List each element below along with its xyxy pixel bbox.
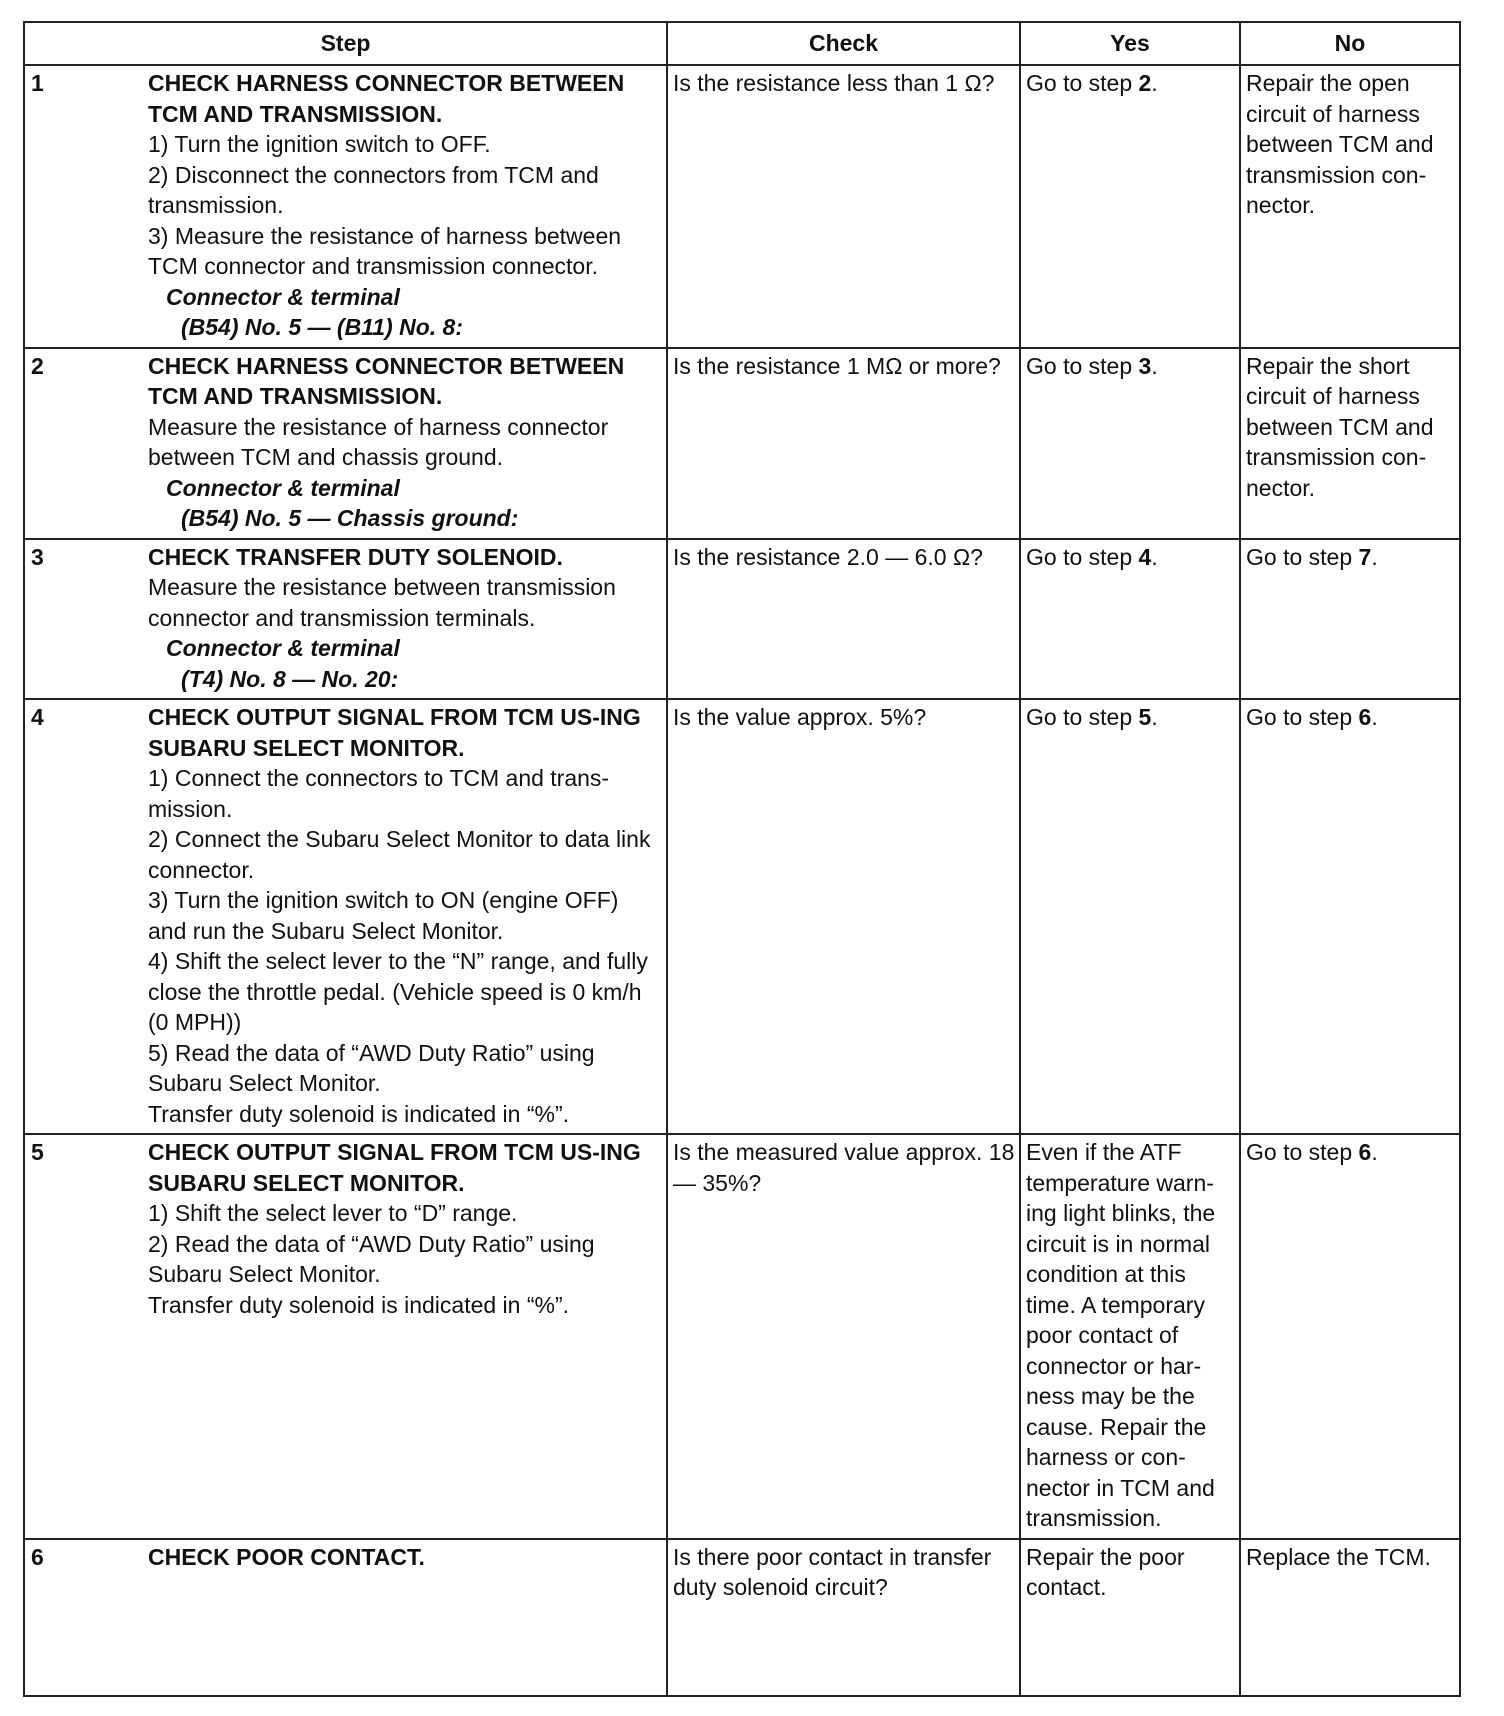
yes-text: Go to step — [1026, 70, 1139, 96]
yes-cell: Repair the poor contact. — [1020, 1539, 1240, 1696]
no-text: Go to step — [1246, 704, 1359, 730]
step-line: Measure the resistance of harness connector between TCM and chassis ground. — [148, 413, 609, 470]
no-end: . — [1371, 543, 1378, 570]
yes-text: Go to step — [1026, 704, 1139, 730]
yes-end: . — [1151, 704, 1158, 730]
step-line: Transfer duty solenoid is indicated in “%”. — [148, 1291, 570, 1318]
no-text: Go to step — [1246, 1139, 1359, 1165]
table-row — [24, 1539, 1460, 1696]
connector-terminal: (B54) No. 5 — (B11) No. 8: — [181, 314, 463, 340]
connector-terminal: (T4) No. 8 — No. 20: — [181, 665, 399, 692]
step-number: 1 — [31, 70, 44, 96]
table-row — [24, 699, 1460, 1134]
no-cell: Repair the short circuit of harness between TCM and transmission con-nector. — [1240, 348, 1460, 539]
header-check: Check — [667, 22, 1020, 65]
check-cell: Is the resistance 2.0 — 6.0 Ω? — [667, 539, 1020, 700]
check-cell: Is the value approx. 5%? — [667, 699, 1020, 1134]
step-title: CHECK OUTPUT SIGNAL FROM TCM US-ING SUBARU SELECT MONITOR. — [148, 1139, 641, 1196]
yes-text: Go to step — [1026, 543, 1139, 570]
table-row — [24, 1134, 1460, 1539]
connector-label: Connector & terminal — [166, 635, 400, 661]
step-cell — [24, 1134, 667, 1539]
header-no: No — [1240, 22, 1460, 65]
no-cell: Replace the TCM. — [1240, 1539, 1460, 1696]
yes-cell: Even if the ATF temperature warn-ing light blinks, the circuit is in normal condition at this time. A temporary poor contact of connector or har-ness may be the cause. Repair the harness or con-nector in TCM and transmission. — [1020, 1134, 1240, 1539]
no-step: 7 — [1358, 543, 1372, 570]
step-number: 6 — [31, 1543, 44, 1570]
step-number: 5 — [31, 1139, 44, 1165]
no-cell — [1240, 539, 1460, 700]
step-title: CHECK HARNESS CONNECTOR BETWEEN TCM AND TRANSMISSION. — [148, 70, 625, 127]
no-cell — [1240, 1134, 1460, 1539]
header-step: Step — [24, 22, 667, 65]
step-line: Transfer duty solenoid is indicated in “%”. — [148, 1100, 570, 1127]
step-line: 3) Measure the resistance of harness between TCM connector and transmission connector. — [148, 222, 622, 279]
connector-terminal: (B54) No. 5 — Chassis ground: — [181, 505, 519, 531]
step-line: 1) Turn the ignition switch to OFF. — [148, 131, 491, 157]
step-line: 3) Turn the ignition switch to ON (engine OFF) and run the Subaru Select Monitor. — [148, 887, 619, 944]
yes-step: 4 — [1138, 543, 1152, 570]
step-cell — [24, 348, 667, 539]
no-step: 6 — [1358, 704, 1372, 730]
yes-text: Go to step — [1026, 352, 1139, 379]
connector-label: Connector & terminal — [166, 474, 400, 501]
step-cell — [24, 1539, 667, 1696]
yes-end: . — [1151, 543, 1158, 570]
connector-label: Connector & terminal — [166, 283, 400, 310]
step-line: 2) Read the data of “AWD Duty Ratio” using Subaru Select Monitor. — [148, 1230, 595, 1287]
no-cell — [1240, 699, 1460, 1134]
yes-end: . — [1151, 70, 1158, 96]
yes-cell — [1020, 539, 1240, 700]
step-cell — [24, 539, 667, 700]
step-title: CHECK POOR CONTACT. — [148, 1543, 425, 1570]
no-cell: Repair the open circuit of harness between TCM and transmission con-nector. — [1240, 65, 1460, 348]
check-cell: Is the measured value approx. 18 — 35%? — [667, 1134, 1020, 1539]
header-row — [24, 22, 1460, 65]
step-number: 2 — [31, 352, 44, 379]
header-yes: Yes — [1020, 22, 1240, 65]
step-title: CHECK OUTPUT SIGNAL FROM TCM US-ING SUBARU SELECT MONITOR. — [148, 704, 641, 761]
step-cell — [24, 65, 667, 348]
table-row — [24, 65, 1460, 348]
yes-cell — [1020, 348, 1240, 539]
yes-step: 2 — [1138, 70, 1152, 96]
step-line: 1) Shift the select lever to “D” range. — [148, 1200, 518, 1226]
table-row — [24, 348, 1460, 539]
step-title: CHECK HARNESS CONNECTOR BETWEEN TCM AND TRANSMISSION. — [148, 352, 625, 409]
no-end: . — [1371, 1139, 1378, 1165]
step-line: 4) Shift the select lever to the “N” range, and fully close the throttle pedal. (Vehicle speed is 0 km/h (0 MPH)) — [148, 948, 648, 1035]
check-cell: Is there poor contact in transfer duty solenoid circuit? — [667, 1539, 1020, 1696]
yes-end: . — [1151, 352, 1158, 379]
step-line: Measure the resistance between transmission connector and transmission terminals. — [148, 574, 616, 631]
step-line: 2) Disconnect the connectors from TCM and transmission. — [148, 161, 599, 218]
no-end: . — [1371, 704, 1378, 730]
yes-cell — [1020, 65, 1240, 348]
step-line: 5) Read the data of “AWD Duty Ratio” using Subaru Select Monitor. — [148, 1039, 595, 1096]
step-line: 2) Connect the Subaru Select Monitor to data link connector. — [148, 826, 651, 883]
no-text: Go to step — [1246, 543, 1359, 570]
step-line: 1) Connect the connectors to TCM and trans-mission. — [148, 765, 610, 822]
yes-step: 3 — [1138, 352, 1152, 379]
check-cell: Is the resistance 1 MΩ or more? — [667, 348, 1020, 539]
no-step: 6 — [1358, 1139, 1372, 1165]
step-title: CHECK TRANSFER DUTY SOLENOID. — [148, 543, 563, 570]
step-number: 4 — [31, 704, 44, 730]
table-row — [24, 539, 1460, 700]
check-cell: Is the resistance less than 1 Ω? — [667, 65, 1020, 348]
step-cell — [24, 699, 667, 1134]
yes-cell — [1020, 699, 1240, 1134]
step-number: 3 — [31, 543, 44, 570]
yes-step: 5 — [1138, 704, 1152, 730]
diagnostic-table — [23, 21, 1461, 1697]
